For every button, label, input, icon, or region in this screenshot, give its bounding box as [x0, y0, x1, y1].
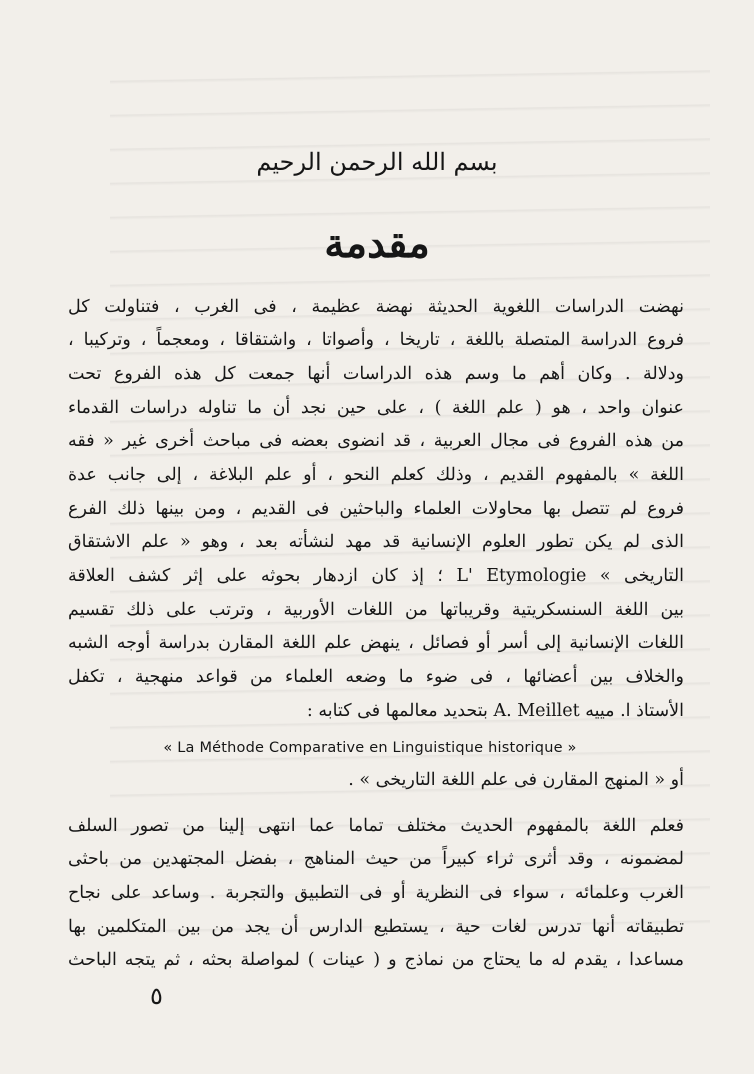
body-line-15: فعلم اللغة بالمفهوم الحديث مختلف تماما عما انتهى إلينا من تصور السلف — [68, 816, 684, 836]
page-title: مقدمة — [324, 220, 430, 267]
body-line-16: لمضمونه ، وقد أثرى ثراء كبيراً من حيث المناهج ، بفضل المجتهدين من باحثى — [68, 849, 684, 869]
body-line-11: اللغات الإنسانية إلى أسر أو فصائل ، ينهض علم اللغة المقارن بدراسة أوجه الشبه — [68, 633, 684, 653]
body-line-13: الأستاذ ا. مييه A. Meillet بتحديد معالمها فى كتابه : — [306, 701, 684, 721]
body-line-5: من هذه الفروع فى مجال العربية ، قد انضوى بعضه فى مباحث أخرى غير « فقه — [68, 431, 684, 451]
body-line-9: التاريخى » L' Etymologie ؛ إذ كان ازدهار بحوثه على إثر كشف العلاقة — [68, 566, 684, 586]
page-number: ٥ — [150, 982, 163, 1010]
body-line-2: فروع الدراسة المتصلة باللغة ، تاريخا ، وأصواتا ، واشتقاقا ، ومعجماً ، وتركيبا ، — [68, 330, 684, 350]
body-line-18: تطبيقاته أنها تدرس لغات حية ، يستطيع الدارس أن يجد من بين المتكلمين بها — [68, 917, 684, 937]
body-line-12: والخلاف بين أعضائها ، فى ضوء ما وضعه العلماء من قواعد منهجية ، تكفل — [68, 667, 684, 687]
body-line-8: الذى لم يكن تطور العلوم الإنسانية قد مهد لنشأته بعد ، وهو « علم الاشتقاق — [68, 532, 684, 552]
body-line-3: ودلالة . وكان أهم ما وسم هذه الدراسات أنها جمعت كل هذه الفروع تحت — [68, 364, 684, 384]
body-line-19: مساعدا ، يقدم له ما يحتاج من نماذج و ( عينات ) لمواصلة بحثه ، ثم يتجه الباحث — [68, 950, 684, 970]
body-line-6: اللغة » بالمفهوم القديم ، وذلك كعلم النحو ، أو علم البلاغة ، إلى جانب عدة — [68, 465, 684, 485]
body-line-17: الغرب وعلمائه ، سواء فى النظرية أو فى التطبيق والتجربة . وساعد على نجاح — [68, 883, 684, 903]
latin-book-title: « La Méthode Comparative en Linguistique historique » — [163, 740, 577, 756]
body-line-14: أو « المنهج المقارن فى علم اللغة التاريخى » . — [348, 770, 684, 790]
body-line-1: نهضت الدراسات اللغوية الحديثة نهضة عظيمة ، فى الغرب ، فتناولت كل — [68, 297, 684, 317]
body-line-4: عنوان واحد ، هو ( علم اللغة ) ، على حين نجد أن ما تناوله دراسات القدماء — [68, 398, 684, 418]
basmala-heading: بسم الله الرحمن الرحيم — [256, 148, 498, 176]
body-line-10: بين اللغة السنسكريتية وقريباتها من اللغات الأوربية ، وترتب على ذلك تقسيم — [68, 600, 684, 620]
body-line-7: فروع لم تتصل بها محاولات العلماء والباحثين فى القديم ، ومن بينها ذلك الفرع — [68, 499, 684, 519]
